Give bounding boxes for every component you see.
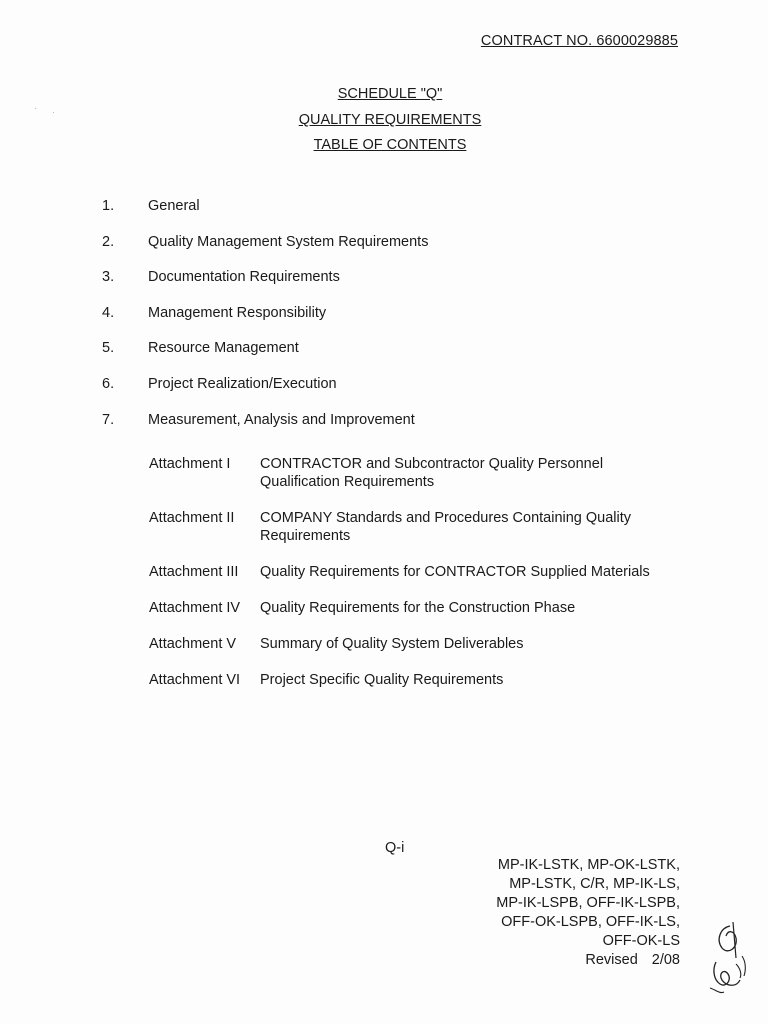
- toc-number: 7.: [102, 411, 115, 428]
- attachment-description: Project Specific Quality Requirements: [260, 672, 504, 688]
- attachment-item: [0, 671, 768, 689]
- attachment-description: CONTRACTOR and Subcontractor Quality Personnel Qualification Requirements: [260, 456, 604, 490]
- attachment-label: Attachment IV: [149, 600, 241, 616]
- toc-title: General: [148, 198, 200, 214]
- toc-item: [0, 198, 768, 234]
- attachment-item: [0, 455, 768, 491]
- toc-title: Measurement, Analysis and Improvement: [148, 411, 415, 428]
- attachment-label: Attachment V: [149, 636, 237, 652]
- attachment-item: [0, 509, 768, 545]
- toc-title: Management Responsibility: [148, 304, 327, 321]
- table-of-contents-heading: TABLE OF CONTENTS: [313, 137, 467, 153]
- toc-number: 3.: [102, 269, 115, 286]
- footer-code-line: OFF-OK-LSPB, OFF-IK-LS,: [501, 914, 680, 930]
- revision-line: [496, 951, 680, 970]
- toc-number: 2.: [102, 233, 115, 250]
- toc-number: 4.: [102, 304, 115, 321]
- page-number: Q-i: [385, 840, 405, 856]
- toc-item: [0, 234, 768, 270]
- footer-code-line: MP-LSTK, C/R, MP-IK-LS,: [509, 876, 680, 892]
- attachment-description: Quality Requirements for CONTRACTOR Supplied Materials: [260, 564, 650, 580]
- toc-number: 6.: [102, 375, 115, 392]
- toc-item: [0, 340, 768, 376]
- toc-list: [0, 198, 768, 447]
- quality-requirements-heading: QUALITY REQUIREMENTS: [298, 112, 482, 128]
- attachment-description: Summary of Quality System Deliverables: [260, 636, 524, 652]
- footer-code-line: MP-IK-LSTK, MP-OK-LSTK,: [497, 857, 680, 873]
- toc-item: [0, 412, 768, 448]
- revised-label: Revised: [585, 952, 638, 968]
- attachment-description: COMPANY Standards and Procedures Containing Quality Requirements: [260, 510, 632, 544]
- attachment-item: [0, 635, 768, 653]
- handwritten-initials-signature: [706, 918, 756, 996]
- toc-title: Documentation Requirements: [148, 269, 340, 286]
- toc-title: Resource Management: [148, 340, 299, 357]
- attachment-label: Attachment VI: [149, 672, 241, 688]
- attachment-item: [0, 599, 768, 617]
- toc-item: [0, 269, 768, 305]
- attachment-list: [0, 455, 768, 707]
- toc-item: [0, 305, 768, 341]
- attachment-item: [0, 563, 768, 581]
- footer-codes: [496, 856, 680, 970]
- footer-code-line: MP-IK-LSPB, OFF-IK-LSPB,: [496, 895, 680, 911]
- scan-speck: ·: [52, 108, 55, 117]
- toc-title: Quality Management System Requirements: [148, 233, 429, 250]
- attachment-label: Attachment I: [149, 456, 231, 472]
- attachment-label: Attachment II: [149, 510, 235, 526]
- attachment-description: Quality Requirements for the Construction Phase: [260, 600, 576, 616]
- contract-number: CONTRACT NO. 6600029885: [480, 33, 678, 49]
- revised-date: 2/08: [651, 952, 680, 968]
- schedule-heading: SCHEDULE "Q": [337, 86, 443, 102]
- scan-speck: ·: [34, 104, 37, 113]
- toc-number: 5.: [102, 340, 115, 357]
- footer-code-line: OFF-OK-LS: [602, 933, 680, 949]
- toc-number: 1.: [102, 198, 115, 214]
- toc-item: [0, 376, 768, 412]
- toc-title: Project Realization/Execution: [148, 375, 337, 392]
- attachment-label: Attachment III: [149, 564, 239, 580]
